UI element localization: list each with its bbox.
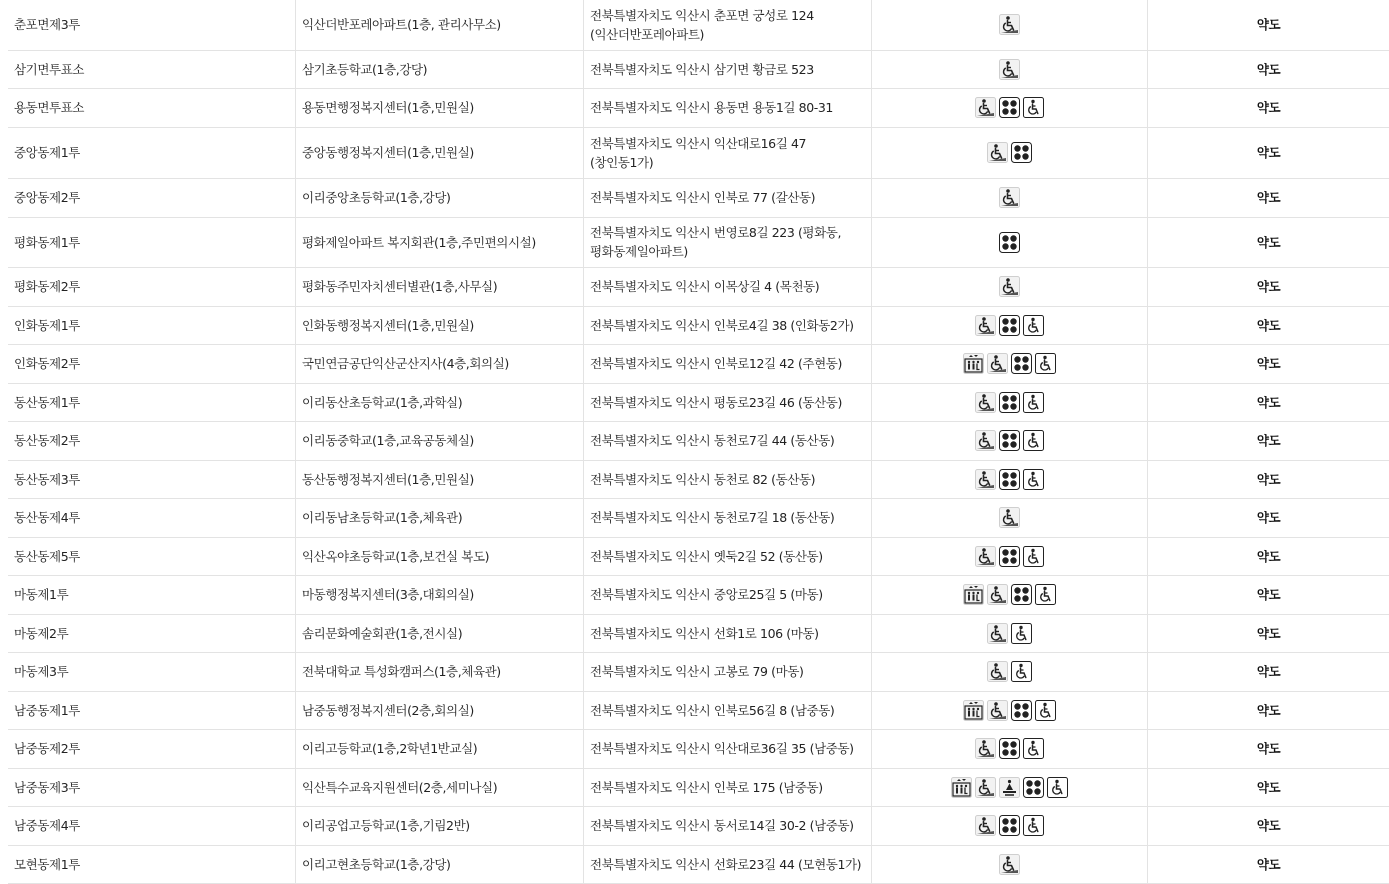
polling-station-table-body [8,0,1389,883]
address-cell [584,127,872,178]
map-link[interactable]: 약도 [1148,50,1389,88]
map-link[interactable]: 약도 [1148,421,1389,460]
address-line: 전북특별자치도 익산시 이목상길 4 (목천동) [590,277,865,296]
accessibility-icons-cell [872,306,1148,344]
braille-icon [999,738,1020,759]
place-name-cell: 삼기초등학교(1층,강당) [296,50,584,88]
map-link[interactable]: 약도 [1148,306,1389,344]
district-name-cell: 모현동제1투 [8,845,296,883]
table-row [8,344,1389,383]
table-row [8,729,1389,768]
address-cell [584,217,872,267]
district-name-cell: 동산동제2투 [8,421,296,460]
wheelchair-toilet-icon [1023,315,1044,336]
table-row [8,652,1389,691]
district-name-cell: 남중동제4투 [8,806,296,845]
address-cell [584,88,872,127]
wheelchair-ramp-icon [987,700,1008,721]
braille-icon [1023,777,1044,798]
polling-station-table-wrap [8,0,1389,884]
accessibility-icon-group [999,14,1020,35]
wheelchair-ramp-icon [987,623,1008,644]
map-link[interactable]: 약도 [1148,127,1389,178]
place-name-cell: 마동행정복지센터(3층,대회의실) [296,575,584,614]
wheelchair-toilet-icon [1023,392,1044,413]
table-row [8,537,1389,575]
lift-icon [999,777,1020,798]
map-link[interactable]: 약도 [1148,178,1389,217]
address-line: 전북특별자치도 익산시 중앙로25길 5 (마동) [590,585,865,604]
place-name-cell: 익산옥야초등학교(1층,보건실 복도) [296,537,584,575]
district-name-cell: 삼기면투표소 [8,50,296,88]
braille-icon [999,430,1020,451]
braille-icon [1011,584,1032,605]
district-name-cell: 동산동제1투 [8,383,296,421]
district-name-cell: 동산동제3투 [8,460,296,498]
address-line: 전북특별자치도 익산시 동서로14길 30-2 (남중동) [590,816,865,835]
map-link[interactable]: 약도 [1148,575,1389,614]
wheelchair-ramp-icon [975,315,996,336]
accessibility-icon-group [963,584,1056,605]
braille-icon [999,232,1020,253]
accessibility-icons-cell [872,652,1148,691]
accessibility-icon-group [975,546,1044,567]
address-line: 전북특별자치도 익산시 익산대로16길 47 [590,134,865,153]
table-row [8,421,1389,460]
accessibility-icon-group [987,142,1032,163]
map-link[interactable]: 약도 [1148,460,1389,498]
accessibility-icon-group [975,430,1044,451]
wheelchair-toilet-icon [1035,353,1056,374]
address-line: 전북특별자치도 익산시 옛둑2길 52 (동산동) [590,547,865,566]
accessibility-icons-cell [872,127,1148,178]
table-row [8,498,1389,537]
address-cell [584,691,872,729]
wheelchair-ramp-icon [999,59,1020,80]
district-name-cell: 평화동제1투 [8,217,296,267]
wheelchair-ramp-icon [975,738,996,759]
address-cell [584,537,872,575]
wheelchair-ramp-icon [999,276,1020,297]
accessibility-icons-cell [872,845,1148,883]
map-link[interactable]: 약도 [1148,217,1389,267]
address-cell [584,267,872,306]
wheelchair-toilet-icon [1011,661,1032,682]
wheelchair-ramp-icon [975,392,996,413]
place-name-cell: 익산특수교육지원센터(2층,세미나실) [296,768,584,806]
place-name-cell: 솜리문화예술회관(1층,전시실) [296,614,584,652]
map-link[interactable]: 약도 [1148,0,1389,50]
map-link[interactable]: 약도 [1148,344,1389,383]
map-link[interactable]: 약도 [1148,383,1389,421]
accessibility-icon-group [999,854,1020,875]
wheelchair-ramp-icon [999,507,1020,528]
accessibility-icon-group [975,392,1044,413]
accessibility-icons-cell [872,217,1148,267]
place-name-cell: 이리중앙초등학교(1층,강당) [296,178,584,217]
accessibility-icons-cell [872,691,1148,729]
address-line: 전북특별자치도 익산시 삼기면 황금로 523 [590,60,865,79]
address-cell [584,768,872,806]
address-cell [584,652,872,691]
wheelchair-toilet-icon [1023,546,1044,567]
accessibility-icon-group [999,232,1020,253]
accessibility-icons-cell [872,0,1148,50]
braille-icon [999,469,1020,490]
accessibility-icon-group [975,315,1044,336]
accessibility-icon-group [999,187,1020,208]
wheelchair-toilet-icon [1035,584,1056,605]
accessibility-icons-cell [872,267,1148,306]
table-row [8,460,1389,498]
map-link[interactable]: 약도 [1148,267,1389,306]
district-name-cell: 마동제2투 [8,614,296,652]
braille-icon [1011,353,1032,374]
place-name-cell: 용동면행정복지센터(1층,민원실) [296,88,584,127]
wheelchair-ramp-icon [975,97,996,118]
address-line: 전북특별자치도 익산시 고봉로 79 (마동) [590,662,865,681]
wheelchair-ramp-icon [999,14,1020,35]
accessibility-icons-cell [872,50,1148,88]
address-cell [584,306,872,344]
address-line: 전북특별자치도 익산시 선화1로 106 (마동) [590,624,865,643]
table-row [8,0,1389,50]
address-cell [584,421,872,460]
district-name-cell: 남중동제1투 [8,691,296,729]
elevator-icon [963,700,984,721]
address-line: 전북특별자치도 익산시 동천로7길 18 (동산동) [590,508,865,527]
address-line: 전북특별자치도 익산시 인북로4길 38 (인화동2가) [590,316,865,335]
map-link[interactable]: 약도 [1148,729,1389,768]
district-name-cell: 남중동제2투 [8,729,296,768]
accessibility-icon-group [963,353,1056,374]
address-cell [584,178,872,217]
address-line: 전북특별자치도 익산시 동천로7길 44 (동산동) [590,431,865,450]
district-name-cell: 동산동제4투 [8,498,296,537]
accessibility-icons-cell [872,806,1148,845]
address-cell [584,383,872,421]
district-name-cell: 춘포면제3투 [8,0,296,50]
map-link[interactable]: 약도 [1148,806,1389,845]
address-line: 전북특별자치도 익산시 인북로 77 (갈산동) [590,188,865,207]
accessibility-icons-cell [872,460,1148,498]
district-name-cell: 마동제3투 [8,652,296,691]
map-link[interactable]: 약도 [1148,498,1389,537]
table-row [8,845,1389,883]
address-line: (익산더반포레아파트) [590,25,865,44]
table-row [8,383,1389,421]
wheelchair-toilet-icon [1023,469,1044,490]
address-line: 평화동제일아파트) [590,242,865,261]
map-link[interactable]: 약도 [1148,768,1389,806]
table-row [8,127,1389,178]
braille-icon [999,815,1020,836]
wheelchair-toilet-icon [1047,777,1068,798]
address-line: 전북특별자치도 익산시 인북로 175 (남중동) [590,778,865,797]
wheelchair-ramp-icon [975,430,996,451]
wheelchair-ramp-icon [999,854,1020,875]
address-cell [584,575,872,614]
place-name-cell: 남중동행정복지센터(2층,회의실) [296,691,584,729]
place-name-cell: 국민연금공단익산군산지사(4층,회의실) [296,344,584,383]
place-name-cell: 이리공업고등학교(1층,기림2반) [296,806,584,845]
address-cell [584,460,872,498]
table-row [8,575,1389,614]
accessibility-icon-group [999,507,1020,528]
place-name-cell: 이리동남초등학교(1층,체육관) [296,498,584,537]
place-name-cell: 이리고현초등학교(1층,강당) [296,845,584,883]
district-name-cell: 용동면투표소 [8,88,296,127]
address-line: 전북특별자치도 익산시 선화로23길 44 (모현동1가) [590,855,865,874]
elevator-icon [963,353,984,374]
map-link[interactable]: 약도 [1148,652,1389,691]
wheelchair-ramp-icon [975,469,996,490]
wheelchair-ramp-icon [987,353,1008,374]
wheelchair-ramp-icon [987,661,1008,682]
map-link[interactable]: 약도 [1148,614,1389,652]
address-line: 전북특별자치도 익산시 동천로 82 (동산동) [590,470,865,489]
accessibility-icons-cell [872,729,1148,768]
address-line: (창인동1가) [590,153,865,172]
place-name-cell: 이리동중학교(1층,교육공동체실) [296,421,584,460]
wheelchair-toilet-icon [1023,738,1044,759]
address-line: 전북특별자치도 익산시 익산대로36길 35 (남중동) [590,739,865,758]
braille-icon [1011,700,1032,721]
address-line: 전북특별자치도 익산시 춘포면 궁성로 124 [590,6,865,25]
table-row [8,306,1389,344]
wheelchair-toilet-icon [1023,815,1044,836]
district-name-cell: 남중동제3투 [8,768,296,806]
accessibility-icon-group [975,469,1044,490]
polling-station-table [8,0,1389,884]
braille-icon [1011,142,1032,163]
address-line: 전북특별자치도 익산시 평동로23길 46 (동산동) [590,393,865,412]
accessibility-icons-cell [872,344,1148,383]
map-link[interactable]: 약도 [1148,845,1389,883]
district-name-cell: 인화동제2투 [8,344,296,383]
wheelchair-ramp-icon [999,187,1020,208]
accessibility-icons-cell [872,575,1148,614]
accessibility-icon-group [963,700,1056,721]
accessibility-icon-group [999,59,1020,80]
braille-icon [999,97,1020,118]
accessibility-icon-group [975,815,1044,836]
address-line: 전북특별자치도 익산시 인북로12길 42 (주현동) [590,354,865,373]
braille-icon [999,392,1020,413]
accessibility-icon-group [975,97,1044,118]
map-link[interactable]: 약도 [1148,691,1389,729]
address-cell [584,845,872,883]
address-cell [584,50,872,88]
accessibility-icon-group [975,738,1044,759]
district-name-cell: 동산동제5투 [8,537,296,575]
address-cell [584,498,872,537]
wheelchair-toilet-icon [1023,430,1044,451]
accessibility-icons-cell [872,178,1148,217]
place-name-cell: 이리동산초등학교(1층,과학실) [296,383,584,421]
accessibility-icons-cell [872,498,1148,537]
braille-icon [999,315,1020,336]
table-row [8,768,1389,806]
accessibility-icons-cell [872,537,1148,575]
wheelchair-ramp-icon [975,546,996,567]
table-row [8,691,1389,729]
district-name-cell: 인화동제1투 [8,306,296,344]
place-name-cell: 중앙동행정복지센터(1층,민원실) [296,127,584,178]
wheelchair-ramp-icon [987,142,1008,163]
district-name-cell: 마동제1투 [8,575,296,614]
accessibility-icons-cell [872,88,1148,127]
address-line: 전북특별자치도 익산시 용동면 용동1길 80-31 [590,98,865,117]
address-line: 전북특별자치도 익산시 인북로56길 8 (남중동) [590,701,865,720]
accessibility-icon-group [951,777,1068,798]
map-link[interactable]: 약도 [1148,88,1389,127]
map-link[interactable]: 약도 [1148,537,1389,575]
district-name-cell: 중앙동제1투 [8,127,296,178]
district-name-cell: 평화동제2투 [8,267,296,306]
place-name-cell: 동산동행정복지센터(1층,민원실) [296,460,584,498]
place-name-cell: 인화동행정복지센터(1층,민원실) [296,306,584,344]
wheelchair-ramp-icon [987,584,1008,605]
wheelchair-toilet-icon [1035,700,1056,721]
table-row [8,217,1389,267]
accessibility-icons-cell [872,614,1148,652]
place-name-cell: 평화제일아파트 복지회관(1층,주민편의시설) [296,217,584,267]
table-row [8,88,1389,127]
table-row [8,50,1389,88]
address-cell [584,729,872,768]
address-cell [584,806,872,845]
place-name-cell: 익산더반포레아파트(1층, 관리사무소) [296,0,584,50]
wheelchair-toilet-icon [1011,623,1032,644]
address-line: 전북특별자치도 익산시 번영로8길 223 (평화동, [590,223,865,242]
elevator-icon [951,777,972,798]
place-name-cell: 이리고등학교(1층,2학년1반교실) [296,729,584,768]
table-row [8,806,1389,845]
table-row [8,267,1389,306]
accessibility-icon-group [987,661,1032,682]
accessibility-icons-cell [872,383,1148,421]
wheelchair-ramp-icon [975,777,996,798]
wheelchair-ramp-icon [975,815,996,836]
elevator-icon [963,584,984,605]
address-cell [584,344,872,383]
district-name-cell: 중앙동제2투 [8,178,296,217]
wheelchair-toilet-icon [1023,97,1044,118]
accessibility-icon-group [987,623,1032,644]
braille-icon [999,546,1020,567]
place-name-cell: 전북대학교 특성화캠퍼스(1층,체육관) [296,652,584,691]
accessibility-icons-cell [872,768,1148,806]
table-row [8,614,1389,652]
accessibility-icons-cell [872,421,1148,460]
address-cell [584,614,872,652]
place-name-cell: 평화동주민자치센터별관(1층,사무실) [296,267,584,306]
address-cell [584,0,872,50]
table-row [8,178,1389,217]
accessibility-icon-group [999,276,1020,297]
